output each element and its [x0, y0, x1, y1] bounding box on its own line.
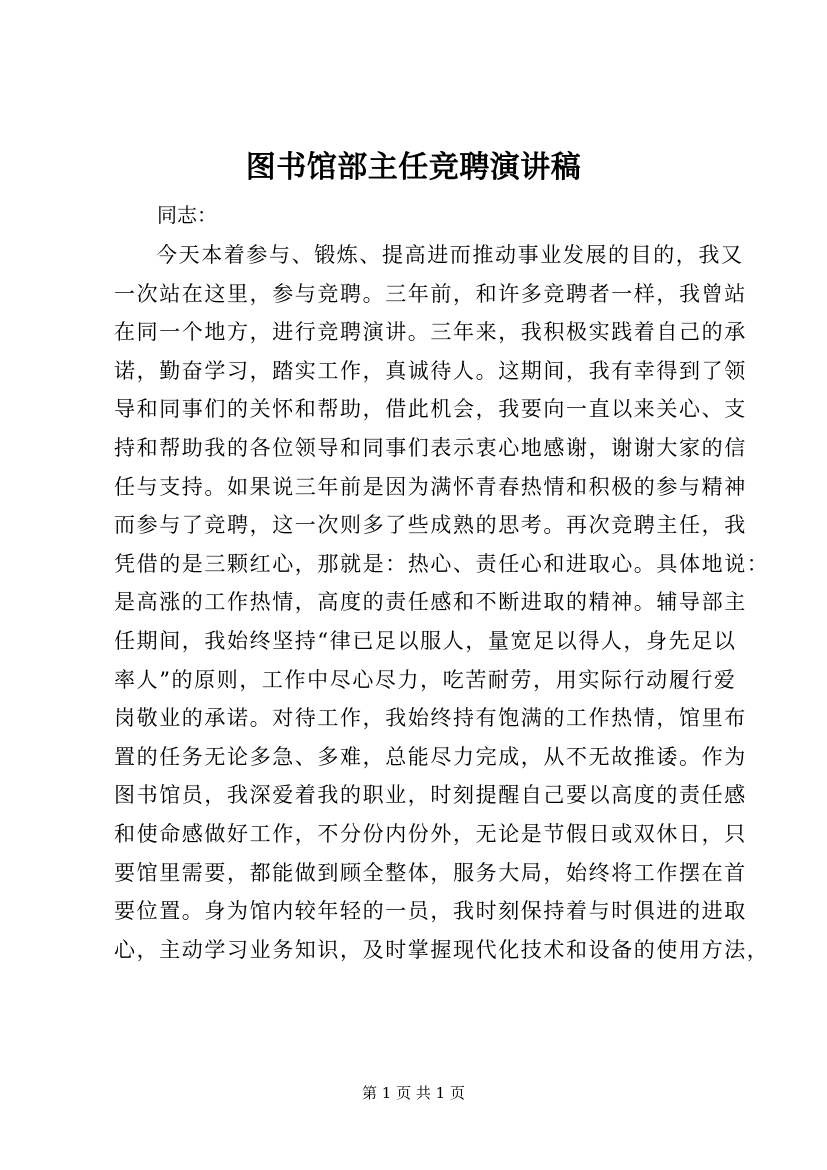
- body-line: 任期间，我始终坚持“律已足以服人，量宽足以得人，身先足以: [114, 628, 737, 653]
- document-title: 图书馆部主任竞聘演讲稿: [245, 150, 582, 185]
- body-line: 而参与了竞聘，这一次则多了些成熟的思考。再次竞聘主任，我: [114, 513, 747, 538]
- body-line: 图书馆员，我深爱着我的职业，时刻提醒自己要以高度的责任感: [114, 783, 747, 808]
- body-line: 一次站在这里，参与竞聘。三年前，和许多竞聘者一样，我曾站: [114, 281, 747, 306]
- salutation: 同志：: [157, 203, 217, 227]
- body-line: 是高涨的工作热情，高度的责任感和不断进取的精神。辅导部主: [114, 590, 747, 615]
- body-line: 今天本着参与、锻炼、提高进而推动事业发展的目的，我又: [156, 243, 744, 267]
- body-line: 置的任务无论多急、多难，总能尽力完成，从不无故推诿。作为: [114, 744, 747, 769]
- body-line: 要位置。身为馆内较年轻的一员，我时刻保持着与时俱进的进取: [114, 899, 747, 924]
- body-text: [114, 236, 770, 969]
- body-line: 诺，勤奋学习，踏实工作，真诚待人。这期间，我有幸得到了领: [114, 358, 747, 383]
- body-line: 持和帮助我的各位领导和同事们表示衷心地感谢，谢谢大家的信: [114, 435, 747, 460]
- body-line: 凭借的是三颗红心，那就是：热心、责任心和进取心。具体地说：: [114, 551, 770, 576]
- page-number-footer: 第 1 页 共 1 页: [362, 1084, 465, 1102]
- body-line: 任与支持。如果说三年前是因为满怀青春热情和积极的参与精神: [114, 474, 747, 499]
- body-line: 心，主动学习业务知识，及时掌握现代化技术和设备的使用方法，: [114, 937, 770, 962]
- body-line: 和使命感做好工作，不分份内份外，无论是节假日或双休日，只: [114, 821, 747, 846]
- body-line: 在同一个地方，进行竞聘演讲。三年来，我积极实践着自己的承: [114, 320, 747, 345]
- body-line: 率人”的原则，工作中尽心尽力，吃苦耐劳，用实际行动履行爱: [114, 667, 737, 692]
- body-line: 要馆里需要，都能做到顾全整体，服务大局，始终将工作摆在首: [114, 860, 747, 885]
- body-line: 导和同事们的关怀和帮助，借此机会，我要向一直以来关心、支: [114, 397, 747, 422]
- body-line: 岗敬业的承诺。对待工作，我始终持有饱满的工作热情，馆里布: [114, 706, 747, 731]
